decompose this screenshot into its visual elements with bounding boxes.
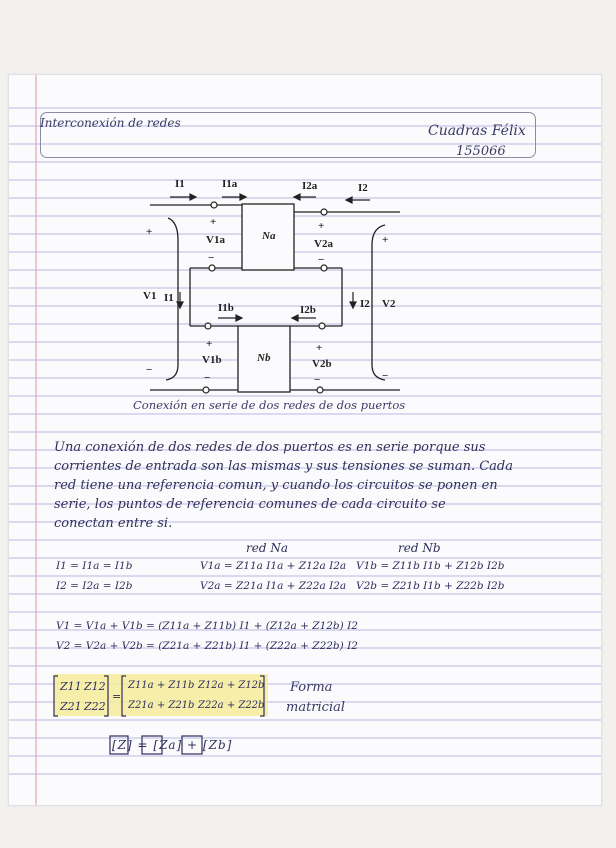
sum-eq-1: V1 = V1a + V1b = (Z11a + Z11b) I1 + (Z12a + Z12b) I2 [56, 620, 358, 632]
matrix-r22: Z22a + Z22b [198, 700, 265, 711]
matrix-r21: Z21a + Z21b [128, 700, 195, 711]
final-equation: [Z] = [Za] + [Zb] [112, 738, 233, 752]
minus-v2a: − [318, 254, 325, 266]
label-v2: V2 [382, 298, 396, 310]
label-i2b: I2b [300, 304, 316, 316]
minus-v2: − [382, 370, 389, 382]
minus-v2b: − [314, 374, 321, 386]
network-a-eq-2: V2a = Z21a I1a + Z22a I2a [200, 580, 347, 592]
matrix-label-matricial: matricial [286, 700, 346, 715]
paragraph-line: serie, los puntos de referencia comunes de cada circuito se [54, 497, 446, 512]
paragraph-line: conectan entre si. [54, 516, 173, 531]
student-id: 155066 [456, 144, 506, 159]
matrix-z12: Z12 [84, 680, 106, 693]
minus-v1a: − [208, 252, 215, 264]
label-na: Na [262, 230, 276, 242]
matrix-z21: Z21 [60, 700, 82, 713]
matrix-label-forma: Forma [290, 680, 333, 695]
paragraph-line: corrientes de entrada son las mismas y sus tensiones se suman. Cada [54, 459, 514, 474]
plus-v2b: + [316, 342, 323, 354]
plus-v2: + [382, 234, 389, 246]
label-v2b: V2b [312, 358, 332, 370]
label-i1-left: I1 [164, 292, 174, 304]
network-a-eq-1: V1a = Z11a I1a + Z12a I2a [200, 560, 347, 572]
minus-v1: − [146, 364, 153, 376]
label-i1-top: I1 [175, 178, 185, 190]
label-nb: Nb [257, 352, 271, 364]
network-b-eq-1: V1b = Z11b I1b + Z12b I2b [356, 560, 505, 572]
matrix-r11: Z11a + Z11b [128, 680, 195, 691]
matrix-r12: Z12a + Z12b [198, 680, 265, 691]
diagram-caption: Conexión en serie de dos redes de dos puertos [133, 398, 406, 412]
label-v1a: V1a [206, 234, 225, 246]
current-eq-1: I1 = I1a = I1b [56, 560, 133, 572]
label-i2-right: I2 [360, 298, 370, 310]
label-i1a: I1a [222, 178, 238, 190]
plus-v2a: + [318, 220, 325, 232]
minus-v1b: − [204, 372, 211, 384]
label-i2a: I2a [302, 180, 318, 192]
plus-v1b: + [206, 338, 213, 350]
label-i1b: I1b [218, 302, 234, 314]
paragraph-line: red tiene una referencia comun, y cuando los circuitos se ponen en [54, 478, 498, 493]
sum-eq-2: V2 = V2a + V2b = (Z21a + Z21b) I1 + (Z22a + Z22b) I2 [56, 640, 358, 652]
heading-red-nb: red Nb [398, 541, 441, 555]
label-v2a: V2a [314, 238, 333, 250]
heading-red-na: red Na [246, 541, 288, 555]
paragraph-line: Una conexión de dos redes de dos puertos es en serie porque sus [54, 440, 486, 455]
plus-v1a: + [210, 216, 217, 228]
plus-v1: + [146, 226, 153, 238]
author-name: Cuadras Félix [428, 123, 526, 139]
matrix-z11: Z11 [60, 680, 82, 693]
page-title: Interconexión de redes [40, 116, 181, 130]
label-i2-top: I2 [358, 182, 368, 194]
current-eq-2: I2 = I2a = I2b [56, 580, 133, 592]
label-v1: V1 [143, 290, 157, 302]
matrix-z22: Z22 [84, 700, 106, 713]
network-b-eq-2: V2b = Z21b I1b + Z22b I2b [356, 580, 505, 592]
matrix-equals: = [112, 690, 122, 703]
label-v1b: V1b [202, 354, 222, 366]
